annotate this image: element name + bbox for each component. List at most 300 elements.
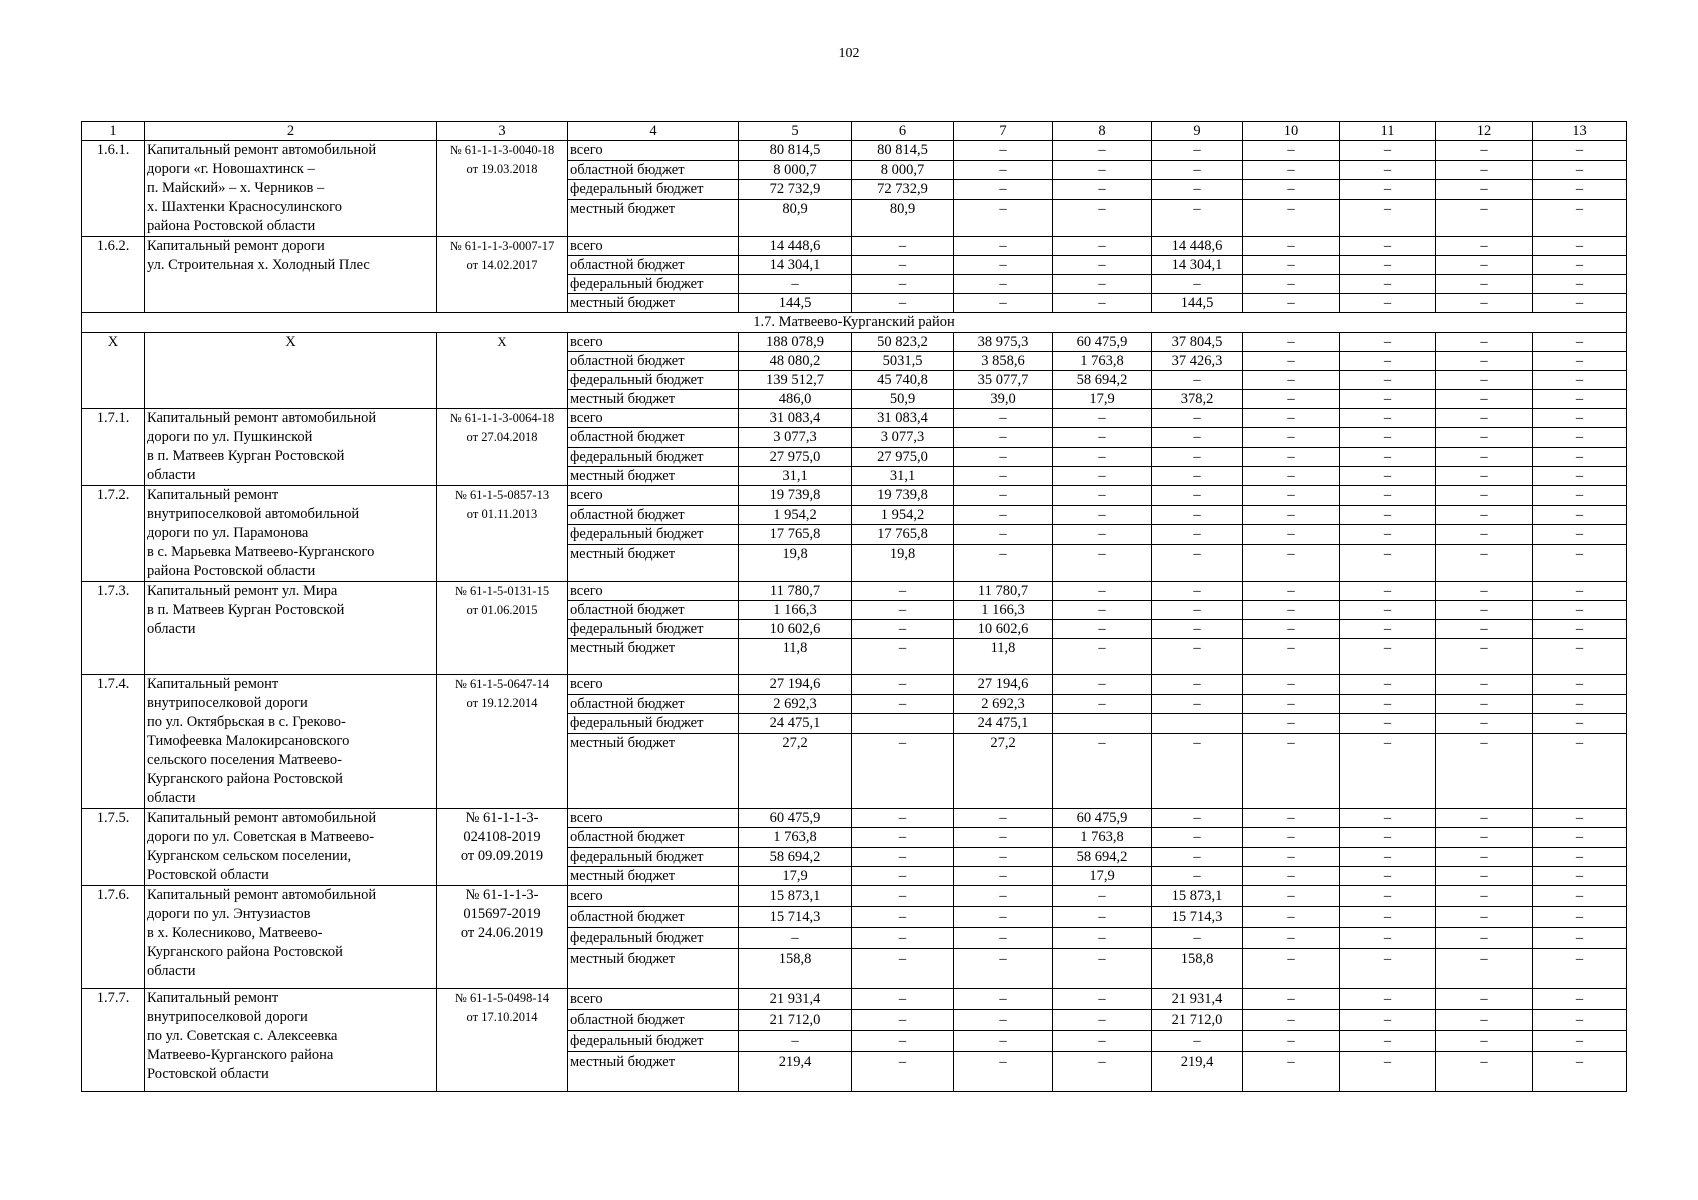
amount-cell: –	[1436, 1010, 1533, 1031]
amount-cell: –	[1436, 371, 1533, 390]
budget-label: местный бюджет	[568, 390, 739, 409]
amount-cell: 188 078,9	[739, 333, 852, 352]
amount-cell: –	[1053, 256, 1152, 275]
item-document-line: от 19.03.2018	[466, 162, 538, 176]
amount-cell: –	[1053, 141, 1152, 161]
item-name	[145, 333, 437, 409]
item-document	[437, 809, 568, 886]
amount-cell: –	[1436, 256, 1533, 275]
amount-cell: –	[852, 847, 954, 866]
amount-cell: –	[1436, 1031, 1533, 1052]
amount-cell: 3 858,6	[954, 352, 1053, 371]
table-row	[82, 333, 1627, 352]
item-name-line: дороги по ул. Парамонова	[147, 525, 309, 541]
item-name-line: Матвеево-Курганского района	[147, 1047, 334, 1063]
item-name	[145, 237, 437, 313]
table-row	[82, 409, 1627, 428]
amount-cell: –	[954, 1052, 1053, 1092]
amount-cell: –	[1533, 907, 1627, 928]
item-name	[145, 486, 437, 582]
budget-label: местный бюджет	[568, 949, 739, 989]
amount-cell: –	[739, 928, 852, 949]
amount-cell: –	[1053, 582, 1152, 601]
amount-cell: –	[1053, 199, 1152, 236]
amount-cell: –	[852, 928, 954, 949]
amount-cell: –	[954, 907, 1053, 928]
amount-cell: –	[1436, 428, 1533, 447]
header-cell: 13	[1533, 122, 1627, 141]
amount-cell: 60 475,9	[1053, 809, 1152, 828]
amount-cell: –	[1340, 256, 1436, 275]
amount-cell: –	[1053, 989, 1152, 1010]
amount-cell: –	[1243, 275, 1340, 294]
table-row	[82, 141, 1627, 161]
amount-cell: –	[1243, 294, 1340, 313]
amount-cell: –	[1436, 525, 1533, 545]
amount-cell: –	[1243, 928, 1340, 949]
table-row	[82, 809, 1627, 828]
amount-cell: –	[1053, 180, 1152, 200]
amount-cell: –	[1243, 847, 1340, 866]
amount-cell: –	[1243, 989, 1340, 1010]
amount-cell: –	[954, 544, 1053, 581]
amount-cell: –	[1243, 1052, 1340, 1092]
table-row	[82, 886, 1627, 907]
amount-cell: –	[1152, 160, 1243, 180]
amount-cell: –	[1053, 675, 1152, 695]
budget-label: областной бюджет	[568, 505, 739, 525]
amount-cell: –	[1533, 428, 1627, 447]
item-name-line: области	[147, 467, 196, 483]
header-cell: 1	[82, 122, 145, 141]
budget-label: местный бюджет	[568, 639, 739, 675]
amount-cell: –	[1533, 180, 1627, 200]
amount-cell: –	[1340, 294, 1436, 313]
amount-cell: –	[1053, 525, 1152, 545]
amount-cell: –	[1340, 428, 1436, 447]
item-document-line: № 61-1-5-0498-14	[454, 991, 550, 1005]
amount-cell: –	[1340, 809, 1436, 828]
amount-cell: –	[1243, 409, 1340, 428]
item-document-line: № 61-1-1-3-0007-17	[449, 239, 555, 253]
amount-cell: 10 602,6	[954, 620, 1053, 639]
table-body	[82, 122, 1627, 1092]
header-cell: 11	[1340, 122, 1436, 141]
budget-label: всего	[568, 237, 739, 256]
item-document-line: от 01.06.2015	[466, 603, 538, 617]
amount-cell: 80,9	[852, 199, 954, 236]
amount-cell: –	[1533, 544, 1627, 581]
amount-cell: 60 475,9	[1053, 333, 1152, 352]
amount-cell: –	[1053, 928, 1152, 949]
amount-cell: –	[1436, 582, 1533, 601]
budget-label: федеральный бюджет	[568, 620, 739, 639]
item-name-line: внутрипоселковой дороги	[147, 1009, 308, 1025]
amount-cell: –	[1243, 486, 1340, 506]
amount-cell: –	[1152, 199, 1243, 236]
amount-cell: –	[954, 1010, 1053, 1031]
amount-cell: –	[1533, 466, 1627, 485]
item-document	[437, 237, 568, 313]
amount-cell: –	[954, 275, 1053, 294]
amount-cell: –	[954, 1031, 1053, 1052]
amount-cell: –	[1533, 809, 1627, 828]
amount-cell: –	[954, 141, 1053, 161]
amount-cell: 19 739,8	[852, 486, 954, 506]
amount-cell: –	[852, 1010, 954, 1031]
amount-cell: 1 954,2	[852, 505, 954, 525]
amount-cell: –	[1053, 949, 1152, 989]
budget-label: областной бюджет	[568, 160, 739, 180]
amount-cell: –	[1340, 525, 1436, 545]
amount-cell: 27,2	[739, 734, 852, 809]
amount-cell: –	[1436, 544, 1533, 581]
amount-cell: –	[1436, 237, 1533, 256]
amount-cell: –	[1243, 601, 1340, 620]
amount-cell: –	[1340, 466, 1436, 485]
section-title: 1.7. Матвеево-Курганский район	[82, 313, 1627, 333]
amount-cell: –	[1533, 1052, 1627, 1092]
amount-cell: –	[1340, 160, 1436, 180]
amount-cell: 1 954,2	[739, 505, 852, 525]
amount-cell: 15 873,1	[1152, 886, 1243, 907]
budget-label: областной бюджет	[568, 256, 739, 275]
amount-cell: 24 475,1	[739, 714, 852, 734]
amount-cell: –	[852, 949, 954, 989]
amount-cell: 31,1	[739, 466, 852, 485]
item-document-line: от 01.11.2013	[466, 507, 538, 521]
amount-cell: –	[1436, 160, 1533, 180]
budget-label: всего	[568, 809, 739, 828]
amount-cell: –	[954, 525, 1053, 545]
amount-cell: –	[1152, 428, 1243, 447]
amount-cell: –	[1340, 907, 1436, 928]
budget-label: областной бюджет	[568, 828, 739, 847]
amount-cell: –	[1053, 544, 1152, 581]
amount-cell: –	[1436, 866, 1533, 885]
amount-cell: –	[1436, 466, 1533, 485]
amount-cell: –	[1152, 371, 1243, 390]
amount-cell: 24 475,1	[954, 714, 1053, 734]
amount-cell: 31 083,4	[739, 409, 852, 428]
amount-cell: –	[1053, 886, 1152, 907]
header-cell: 5	[739, 122, 852, 141]
amount-cell: –	[954, 237, 1053, 256]
budget-label: федеральный бюджет	[568, 180, 739, 200]
amount-cell: 17 765,8	[852, 525, 954, 545]
amount-cell: –	[1243, 237, 1340, 256]
budget-label: местный бюджет	[568, 199, 739, 236]
item-name-line: в п. Матвеев Курган Ростовской	[147, 602, 345, 618]
item-document	[437, 409, 568, 486]
item-document-line: № 61-1-5-0857-13	[454, 488, 550, 502]
amount-cell: –	[852, 275, 954, 294]
item-name-line: области	[147, 790, 196, 806]
amount-cell: 58 694,2	[739, 847, 852, 866]
amount-cell: 1 166,3	[954, 601, 1053, 620]
amount-cell: –	[1436, 949, 1533, 989]
amount-cell: –	[1053, 601, 1152, 620]
amount-cell: –	[1152, 809, 1243, 828]
amount-cell: –	[1152, 505, 1243, 525]
amount-cell: –	[852, 582, 954, 601]
amount-cell: –	[954, 847, 1053, 866]
amount-cell: 31,1	[852, 466, 954, 485]
amount-cell: 17,9	[1053, 390, 1152, 409]
amount-cell: –	[1053, 294, 1152, 313]
amount-cell: –	[1053, 694, 1152, 714]
item-name-line: ул. Строительная х. Холодный Плес	[147, 257, 370, 273]
amount-cell: 21 931,4	[1152, 989, 1243, 1010]
item-document-line: от 09.09.2019	[460, 848, 544, 864]
amount-cell: –	[1436, 847, 1533, 866]
amount-cell: –	[852, 866, 954, 885]
amount-cell: –	[1436, 928, 1533, 949]
amount-cell	[1053, 714, 1152, 734]
amount-cell: –	[852, 828, 954, 847]
amount-cell: –	[1533, 160, 1627, 180]
item-document-line: Х	[497, 335, 507, 349]
amount-cell: –	[1053, 160, 1152, 180]
amount-cell: 50 823,2	[852, 333, 954, 352]
amount-cell: 14 304,1	[1152, 256, 1243, 275]
amount-cell: 37 804,5	[1152, 333, 1243, 352]
item-number: 1.7.7.	[82, 989, 145, 1092]
amount-cell: –	[1340, 989, 1436, 1010]
amount-cell	[852, 714, 954, 734]
amount-cell: –	[1340, 1052, 1436, 1092]
amount-cell: –	[1340, 675, 1436, 695]
amount-cell: 37 426,3	[1152, 352, 1243, 371]
amount-cell: –	[1243, 141, 1340, 161]
amount-cell: 8 000,7	[739, 160, 852, 180]
amount-cell: –	[1053, 275, 1152, 294]
amount-cell: 17,9	[1053, 866, 1152, 885]
item-number: 1.7.5.	[82, 809, 145, 886]
amount-cell: –	[1152, 928, 1243, 949]
amount-cell: –	[1533, 237, 1627, 256]
item-name-line: Капитальный ремонт автомобильной	[147, 410, 377, 426]
item-number: 1.6.1.	[82, 141, 145, 237]
amount-cell: –	[1436, 333, 1533, 352]
amount-cell: –	[1152, 734, 1243, 809]
amount-cell: –	[1053, 409, 1152, 428]
amount-cell: 14 448,6	[1152, 237, 1243, 256]
header-cell: 8	[1053, 122, 1152, 141]
amount-cell: 27 975,0	[739, 447, 852, 466]
amount-cell: –	[1152, 447, 1243, 466]
amount-cell: –	[1436, 409, 1533, 428]
amount-cell: –	[1053, 620, 1152, 639]
amount-cell: –	[1340, 180, 1436, 200]
amount-cell: –	[1340, 847, 1436, 866]
item-document	[437, 675, 568, 809]
amount-cell: 21 712,0	[1152, 1010, 1243, 1031]
budget-label: всего	[568, 486, 739, 506]
amount-cell: –	[1152, 544, 1243, 581]
amount-cell: –	[1533, 639, 1627, 675]
budget-label: федеральный бюджет	[568, 275, 739, 294]
amount-cell: –	[1340, 141, 1436, 161]
amount-cell: –	[1243, 866, 1340, 885]
item-name	[145, 886, 437, 989]
amount-cell: –	[852, 809, 954, 828]
item-name-line: дороги по ул. Советская в Матвеево-	[147, 829, 375, 845]
amount-cell: –	[1243, 620, 1340, 639]
amount-cell: –	[1533, 675, 1627, 695]
item-document-line: от 17.10.2014	[466, 1010, 538, 1024]
budget-label: областной бюджет	[568, 352, 739, 371]
amount-cell: –	[1340, 694, 1436, 714]
amount-cell: –	[1436, 180, 1533, 200]
amount-cell: 27,2	[954, 734, 1053, 809]
amount-cell: –	[1533, 989, 1627, 1010]
amount-cell: –	[852, 237, 954, 256]
amount-cell: 11 780,7	[954, 582, 1053, 601]
amount-cell: –	[1053, 734, 1152, 809]
amount-cell: –	[1243, 1031, 1340, 1052]
amount-cell: –	[1533, 199, 1627, 236]
amount-cell: –	[1243, 949, 1340, 989]
item-name-line: внутрипоселковой дороги	[147, 695, 308, 711]
amount-cell: –	[1436, 141, 1533, 161]
amount-cell: –	[1533, 928, 1627, 949]
item-name-line: Ростовской области	[147, 867, 269, 883]
amount-cell: 158,8	[1152, 949, 1243, 989]
amount-cell: –	[1243, 639, 1340, 675]
table-row	[82, 675, 1627, 695]
amount-cell: –	[1340, 237, 1436, 256]
item-name-line: Тимофеевка Малокирсановского	[147, 733, 350, 749]
amount-cell: 27 194,6	[739, 675, 852, 695]
amount-cell: –	[1152, 486, 1243, 506]
amount-cell: –	[1152, 675, 1243, 695]
amount-cell: –	[1436, 639, 1533, 675]
amount-cell: 15 714,3	[1152, 907, 1243, 928]
amount-cell: –	[1243, 160, 1340, 180]
item-name-line: по ул. Советская с. Алексеевка	[147, 1028, 338, 1044]
budget-label: федеральный бюджет	[568, 847, 739, 866]
amount-cell: –	[954, 809, 1053, 828]
amount-cell: 144,5	[1152, 294, 1243, 313]
amount-cell: –	[1436, 486, 1533, 506]
item-name-line: х. Шахтенки Красносулинского	[147, 199, 343, 215]
amount-cell: –	[1340, 928, 1436, 949]
amount-cell: –	[1340, 390, 1436, 409]
amount-cell: 15 714,3	[739, 907, 852, 928]
amount-cell: –	[739, 275, 852, 294]
amount-cell: –	[1533, 1010, 1627, 1031]
amount-cell: –	[1340, 639, 1436, 675]
budget-label: всего	[568, 409, 739, 428]
amount-cell: –	[1053, 907, 1152, 928]
amount-cell: –	[1533, 620, 1627, 639]
amount-cell: –	[1243, 809, 1340, 828]
item-name	[145, 989, 437, 1092]
amount-cell: –	[954, 428, 1053, 447]
budget-label: всего	[568, 141, 739, 161]
amount-cell: –	[1436, 1052, 1533, 1092]
amount-cell: –	[1436, 447, 1533, 466]
budget-label: местный бюджет	[568, 544, 739, 581]
amount-cell: –	[1340, 866, 1436, 885]
amount-cell: 486,0	[739, 390, 852, 409]
amount-cell: –	[954, 886, 1053, 907]
budget-label: областной бюджет	[568, 1010, 739, 1031]
amount-cell: 378,2	[1152, 390, 1243, 409]
amount-cell: –	[1243, 505, 1340, 525]
amount-cell: –	[852, 907, 954, 928]
item-name-line: в х. Колесниково, Матвеево-	[147, 925, 323, 941]
amount-cell: 60 475,9	[739, 809, 852, 828]
amount-cell: –	[1533, 505, 1627, 525]
amount-cell: –	[1243, 734, 1340, 809]
amount-cell: 21 931,4	[739, 989, 852, 1010]
item-name-line: Капитальный ремонт	[147, 487, 279, 503]
amount-cell	[1152, 714, 1243, 734]
header-row	[82, 122, 1627, 141]
amount-cell: –	[1340, 333, 1436, 352]
amount-cell: –	[1436, 989, 1533, 1010]
amount-cell: –	[1436, 675, 1533, 695]
amount-cell: –	[1243, 1010, 1340, 1031]
amount-cell: 15 873,1	[739, 886, 852, 907]
item-document-line: № 61-1-1-3-	[465, 810, 539, 826]
amount-cell: –	[1243, 390, 1340, 409]
item-name	[145, 582, 437, 675]
amount-cell: –	[1243, 256, 1340, 275]
amount-cell: –	[1436, 886, 1533, 907]
item-document	[437, 486, 568, 582]
item-name-line: Х	[285, 334, 296, 350]
item-name-line: Курганском сельском поселении,	[147, 848, 352, 864]
item-name-line: Капитальный ремонт автомобильной	[147, 142, 377, 158]
amount-cell: 14 304,1	[739, 256, 852, 275]
amount-cell: –	[1533, 486, 1627, 506]
amount-cell: 58 694,2	[1053, 847, 1152, 866]
amount-cell: –	[1533, 525, 1627, 545]
budget-label: всего	[568, 582, 739, 601]
amount-cell: 3 077,3	[852, 428, 954, 447]
amount-cell: –	[954, 505, 1053, 525]
item-number: 1.7.4.	[82, 675, 145, 809]
budget-label: областной бюджет	[568, 428, 739, 447]
amount-cell: 17 765,8	[739, 525, 852, 545]
amount-cell: –	[1152, 620, 1243, 639]
item-name-line: Капитальный ремонт ул. Мира	[147, 583, 338, 599]
amount-cell: –	[1152, 525, 1243, 545]
budget-label: всего	[568, 333, 739, 352]
item-name-line: Капитальный ремонт	[147, 990, 279, 1006]
amount-cell: –	[1053, 1052, 1152, 1092]
amount-cell: –	[1340, 371, 1436, 390]
budget-label: федеральный бюджет	[568, 371, 739, 390]
amount-cell: 158,8	[739, 949, 852, 989]
amount-cell: –	[1340, 828, 1436, 847]
item-name	[145, 409, 437, 486]
item-name-line: внутрипоселковой автомобильной	[147, 506, 360, 522]
amount-cell: 80 814,5	[852, 141, 954, 161]
item-number: 1.7.2.	[82, 486, 145, 582]
amount-cell: –	[1243, 352, 1340, 371]
amount-cell: –	[1533, 256, 1627, 275]
amount-cell: –	[1533, 333, 1627, 352]
budget-label: всего	[568, 886, 739, 907]
amount-cell: 27 194,6	[954, 675, 1053, 695]
amount-cell: –	[1053, 466, 1152, 485]
amount-cell: 19,8	[852, 544, 954, 581]
amount-cell: –	[954, 949, 1053, 989]
